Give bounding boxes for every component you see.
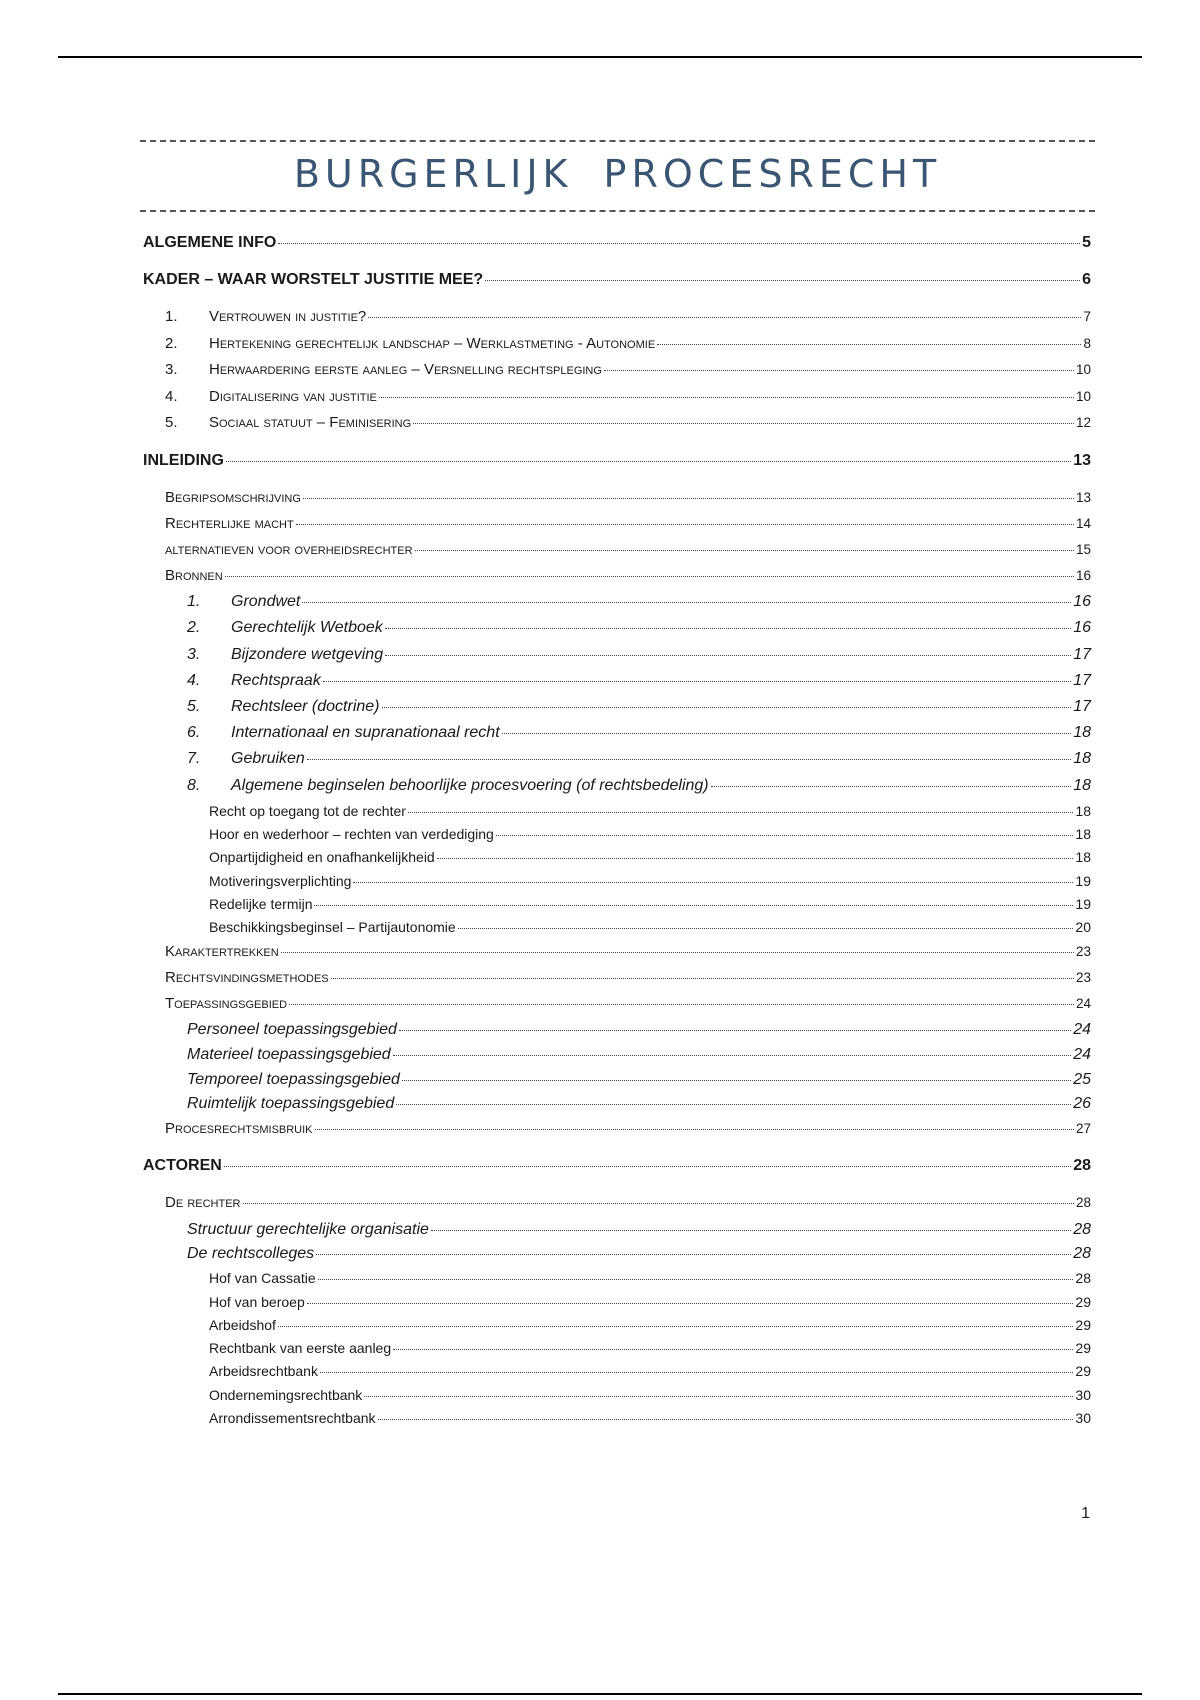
toc-entry-number: 4. xyxy=(165,387,178,405)
toc-entry-page: 13 xyxy=(1073,451,1091,469)
toc-entry-page: 30 xyxy=(1075,1410,1091,1427)
toc-entry-page: 16 xyxy=(1073,619,1091,637)
toc-entry[interactable] xyxy=(143,1221,1091,1246)
toc-entry-page: 29 xyxy=(1075,1363,1091,1380)
toc-entry-page: 29 xyxy=(1075,1340,1091,1357)
toc-entry[interactable] xyxy=(143,619,1091,645)
toc-entry-page: 30 xyxy=(1075,1386,1091,1403)
toc-entry[interactable] xyxy=(143,1071,1091,1096)
toc-leader-dots xyxy=(323,681,1071,682)
toc-entry-title: Ondernemingsrechtbank xyxy=(209,1386,363,1403)
toc-leader-dots xyxy=(458,928,1074,929)
toc-entry-number: 1. xyxy=(165,308,178,325)
toc-entry[interactable] xyxy=(143,593,1091,619)
toc-entry[interactable] xyxy=(143,335,1091,362)
toc-entry-title: De rechtscolleges xyxy=(187,1245,315,1263)
toc-entry[interactable] xyxy=(143,1046,1091,1071)
toc-entry-number: 2. xyxy=(187,619,201,637)
toc-entry-title: Rechterlijke macht xyxy=(165,514,294,532)
header-rule xyxy=(58,56,1142,58)
toc-leader-dots xyxy=(399,1030,1071,1031)
toc-entry-page: 18 xyxy=(1075,826,1091,843)
toc-entry-title: Rechtsvindingsmethodes xyxy=(165,968,329,986)
toc-leader-dots xyxy=(364,1396,1073,1397)
toc-leader-dots xyxy=(385,628,1071,629)
toc-entry-title: Redelijke termijn xyxy=(209,895,313,912)
toc-leader-dots xyxy=(226,461,1071,462)
toc-entry-title: alternatieven voor overheidsrechter xyxy=(165,540,413,558)
toc-entry-page: 25 xyxy=(1073,1070,1091,1088)
toc-entry[interactable] xyxy=(143,896,1091,919)
toc-leader-dots xyxy=(331,978,1074,979)
toc-entry[interactable] xyxy=(143,308,1091,335)
toc-entry-page: 10 xyxy=(1075,388,1091,404)
toc-entry-title: ACTOREN xyxy=(143,1157,222,1175)
toc-entry-page: 19 xyxy=(1075,895,1091,912)
footer-rule xyxy=(58,1693,1142,1695)
toc-entry[interactable] xyxy=(143,995,1091,1021)
toc-entry[interactable] xyxy=(143,1095,1091,1120)
toc-leader-dots xyxy=(711,786,1072,787)
toc-entry[interactable] xyxy=(143,1317,1091,1340)
toc-entry-page: 23 xyxy=(1075,943,1091,959)
toc-entry-number: 7. xyxy=(187,750,201,768)
toc-leader-dots xyxy=(396,1104,1071,1105)
toc-entry-title: Herwaardering eerste aanleg – Versnelling rechtspleging xyxy=(209,361,602,378)
toc-leader-dots xyxy=(393,1349,1073,1350)
toc-entry[interactable] xyxy=(143,1120,1091,1146)
toc-entry-page: 24 xyxy=(1073,1021,1091,1039)
toc-entry[interactable] xyxy=(143,452,1091,478)
toc-entry-page: 28 xyxy=(1073,1157,1091,1175)
toc-leader-dots xyxy=(657,344,1081,345)
toc-entry-page: 16 xyxy=(1073,593,1091,611)
table-of-contents xyxy=(143,234,1091,1433)
toc-entry-title: Motiveringsverplichting xyxy=(209,872,352,889)
toc-entry[interactable] xyxy=(143,1157,1091,1183)
toc-entry-number: 2. xyxy=(165,334,178,352)
title-block xyxy=(140,140,1095,212)
toc-entry-title: Rechtspraak xyxy=(231,671,321,689)
toc-leader-dots xyxy=(431,1230,1071,1231)
toc-entry[interactable] xyxy=(143,567,1091,593)
toc-entry-title: Materieel toepassingsgebied xyxy=(187,1045,391,1063)
toc-entry-title: Grondwet xyxy=(231,593,301,611)
toc-entry-title: Bronnen xyxy=(165,567,223,585)
toc-entry-number: 5. xyxy=(165,414,178,431)
toc-entry[interactable] xyxy=(143,1387,1091,1410)
toc-entry[interactable] xyxy=(143,541,1091,567)
toc-entry-page: 26 xyxy=(1073,1095,1091,1113)
toc-entry-number: 1. xyxy=(187,593,201,611)
toc-leader-dots xyxy=(604,370,1074,371)
toc-entry-page: 5 xyxy=(1082,234,1091,251)
toc-entry[interactable] xyxy=(143,943,1091,969)
toc-entry[interactable] xyxy=(143,777,1091,803)
toc-entry-title: Rechtsleer (doctrine) xyxy=(231,698,380,715)
toc-entry-page: 13 xyxy=(1075,489,1091,505)
toc-leader-dots xyxy=(243,1203,1074,1204)
toc-entry-title: Rechtbank van eerste aanleg xyxy=(209,1340,392,1357)
toc-entry-page: 29 xyxy=(1075,1316,1091,1333)
toc-entry[interactable] xyxy=(143,646,1091,672)
toc-entry-number: 6. xyxy=(187,724,201,742)
toc-entry-title: Algemene beginselen behoorlijke procesvoering (of rechtsbedeling) xyxy=(231,776,709,794)
toc-entry[interactable] xyxy=(143,1340,1091,1363)
toc-entry[interactable] xyxy=(143,724,1091,750)
toc-entry-title: Hof van beroep xyxy=(209,1293,305,1310)
toc-entry-page: 24 xyxy=(1075,995,1091,1011)
toc-entry-page: 10 xyxy=(1075,362,1091,377)
toc-leader-dots xyxy=(281,952,1074,953)
toc-entry-number: 8. xyxy=(187,776,201,794)
toc-entry-title: Arrondissementsrechtbank xyxy=(209,1410,376,1427)
toc-entry-page: 17 xyxy=(1073,698,1091,715)
toc-entry-page: 27 xyxy=(1075,1121,1091,1137)
toc-entry-title: Sociaal statuut – Feminisering xyxy=(209,414,412,431)
toc-leader-dots xyxy=(296,524,1074,525)
toc-entry[interactable] xyxy=(143,1194,1091,1220)
toc-leader-dots xyxy=(378,1419,1074,1420)
toc-entry-page: 6 xyxy=(1082,271,1091,288)
toc-leader-dots xyxy=(408,812,1074,813)
toc-entry-title: Personeel toepassingsgebied xyxy=(187,1021,397,1039)
toc-leader-dots xyxy=(379,397,1074,398)
toc-entry-page: 28 xyxy=(1075,1195,1091,1211)
toc-leader-dots xyxy=(315,1129,1074,1130)
toc-leader-dots xyxy=(485,280,1080,281)
toc-entry-page: 14 xyxy=(1075,515,1091,531)
toc-entry-title: Temporeel toepassingsgebied xyxy=(187,1070,400,1088)
toc-entry-title: Recht op toegang tot de rechter xyxy=(209,802,406,819)
toc-entry[interactable] xyxy=(143,1363,1091,1386)
toc-entry-page: 18 xyxy=(1075,802,1091,819)
toc-leader-dots xyxy=(224,1166,1071,1167)
toc-entry-title: Vertrouwen in justitie? xyxy=(209,308,367,325)
toc-entry-page: 24 xyxy=(1073,1045,1091,1063)
toc-leader-dots xyxy=(318,1279,1074,1280)
toc-entry[interactable] xyxy=(143,672,1091,698)
toc-entry-title: Begripsomschrijving xyxy=(165,488,301,506)
toc-entry-title: Structuur gerechtelijke organisatie xyxy=(187,1220,429,1238)
toc-entry-number: 3. xyxy=(187,645,201,663)
toc-entry[interactable] xyxy=(143,698,1091,724)
toc-entry-page: 7 xyxy=(1083,309,1091,324)
toc-leader-dots xyxy=(368,317,1081,318)
toc-entry[interactable] xyxy=(143,234,1091,260)
toc-entry-title: De rechter xyxy=(165,1194,241,1212)
toc-entry-page: 18 xyxy=(1073,724,1091,742)
toc-entry-title: Hertekening gerechtelijk landschap – Werklastmeting - Autonomie xyxy=(209,334,656,352)
document-title: BURGERLIJK PROCESRECHT xyxy=(293,152,942,196)
toc-entry-title: Arbeidsrechtbank xyxy=(209,1363,318,1380)
toc-leader-dots xyxy=(320,1372,1073,1373)
toc-leader-dots xyxy=(496,835,1074,836)
toc-entry[interactable] xyxy=(143,414,1091,441)
toc-entry-page: 29 xyxy=(1075,1293,1091,1310)
toc-entry-title: Beschikkingsbeginsel – Partijautonomie xyxy=(209,919,456,936)
toc-entry-page: 28 xyxy=(1073,1245,1091,1263)
toc-leader-dots xyxy=(225,576,1074,577)
toc-entry[interactable] xyxy=(143,1245,1091,1270)
toc-leader-dots xyxy=(307,1303,1074,1304)
toc-entry-title: Gerechtelijk Wetboek xyxy=(231,619,383,637)
toc-leader-dots xyxy=(302,602,1071,603)
toc-entry-page: 16 xyxy=(1075,568,1091,584)
toc-entry-number: 3. xyxy=(165,361,178,378)
toc-entry-title: Ruimtelijk toepassingsgebied xyxy=(187,1095,395,1113)
toc-entry-number: 5. xyxy=(187,698,201,715)
toc-entry[interactable] xyxy=(143,271,1091,297)
toc-entry-page: 18 xyxy=(1075,849,1091,866)
toc-entry-title: Internationaal en supranationaal recht xyxy=(231,724,500,742)
toc-entry-page: 28 xyxy=(1075,1270,1091,1287)
toc-entry-title: ALGEMENE INFO xyxy=(143,234,277,251)
title-bottom-dashed-line xyxy=(140,210,1095,212)
toc-entry-page: 28 xyxy=(1073,1220,1091,1238)
toc-entry-title: Hoor en wederhoor – rechten van verdediging xyxy=(209,826,494,843)
toc-entry-page: 17 xyxy=(1073,671,1091,689)
toc-leader-dots xyxy=(402,1080,1071,1081)
toc-entry[interactable] xyxy=(143,388,1091,415)
toc-entry-title: Gebruiken xyxy=(231,750,305,768)
toc-leader-dots xyxy=(278,1326,1073,1327)
toc-leader-dots xyxy=(502,733,1072,734)
toc-entry-title: KADER – WAAR WORSTELT JUSTITIE MEE? xyxy=(143,271,484,288)
toc-entry[interactable] xyxy=(143,361,1091,388)
toc-entry[interactable] xyxy=(143,969,1091,995)
toc-leader-dots xyxy=(307,759,1071,760)
toc-leader-dots xyxy=(314,905,1073,906)
toc-entry-page: 19 xyxy=(1075,872,1091,889)
toc-entry-page: 20 xyxy=(1075,919,1091,936)
toc-entry-number: 4. xyxy=(187,671,201,689)
toc-entry[interactable] xyxy=(143,919,1091,942)
toc-leader-dots xyxy=(393,1055,1072,1056)
toc-entry-title: Bijzondere wetgeving xyxy=(231,645,384,663)
toc-leader-dots xyxy=(415,550,1074,551)
toc-entry-title: Karaktertrekken xyxy=(165,942,279,960)
toc-entry[interactable] xyxy=(143,803,1091,826)
toc-entry-title: INLEIDING xyxy=(143,451,224,469)
toc-entry-page: 23 xyxy=(1075,969,1091,985)
toc-leader-dots xyxy=(316,1254,1071,1255)
toc-entry-page: 12 xyxy=(1075,415,1091,430)
toc-entry[interactable] xyxy=(143,873,1091,896)
toc-entry-page: 17 xyxy=(1073,645,1091,663)
toc-entry-title: Procesrechtsmisbruik xyxy=(165,1120,313,1138)
toc-entry-page: 18 xyxy=(1073,750,1091,768)
toc-entry[interactable] xyxy=(143,489,1091,515)
toc-entry[interactable] xyxy=(143,1410,1091,1433)
page-number: 1 xyxy=(1081,1505,1090,1522)
toc-leader-dots xyxy=(437,858,1074,859)
toc-entry-title: Toepassingsgebied xyxy=(165,994,288,1012)
toc-entry-title: Hof van Cassatie xyxy=(209,1270,316,1287)
toc-leader-dots xyxy=(278,243,1080,244)
toc-leader-dots xyxy=(303,498,1074,499)
toc-leader-dots xyxy=(413,423,1074,424)
toc-entry[interactable] xyxy=(143,515,1091,541)
toc-entry-page: 8 xyxy=(1083,335,1091,351)
toc-entry-page: 18 xyxy=(1073,776,1091,794)
toc-entry[interactable] xyxy=(143,750,1091,776)
toc-leader-dots xyxy=(353,882,1073,883)
toc-leader-dots xyxy=(385,655,1071,656)
toc-entry[interactable] xyxy=(143,849,1091,872)
toc-entry-page: 15 xyxy=(1075,541,1091,557)
toc-entry[interactable] xyxy=(143,1021,1091,1046)
toc-entry[interactable] xyxy=(143,826,1091,849)
toc-entry-title: Arbeidshof xyxy=(209,1316,276,1333)
toc-entry-title: Onpartijdigheid en onafhankelijkheid xyxy=(209,849,435,866)
toc-entry-title: Digitalisering van justitie xyxy=(209,387,377,405)
toc-leader-dots xyxy=(382,707,1072,708)
toc-entry[interactable] xyxy=(143,1270,1091,1293)
toc-entry[interactable] xyxy=(143,1294,1091,1317)
toc-leader-dots xyxy=(289,1004,1074,1005)
